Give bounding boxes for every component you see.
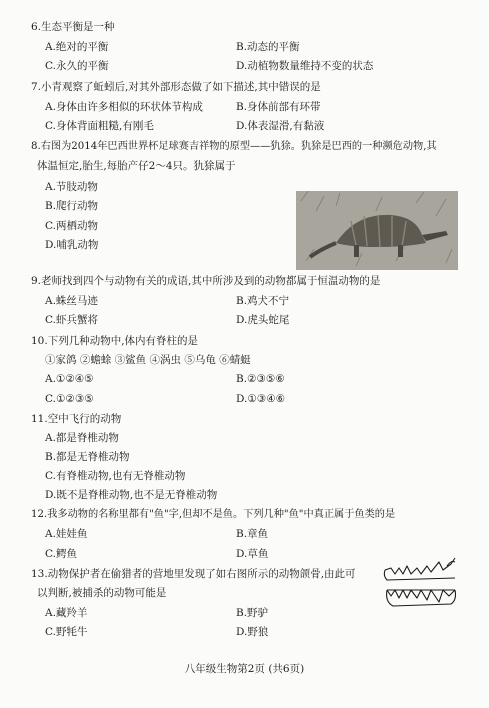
question-9-option-d: D.虎头蛇尾 bbox=[236, 314, 290, 326]
jaw-bone-drawing bbox=[381, 556, 459, 613]
question-10-option-a: A.①②④⑤ bbox=[45, 373, 94, 385]
question-8-option-a: A.节肢动物 bbox=[45, 181, 98, 193]
question-7-stem: 7.小青观察了蚯蚓后,对其外部形态做了如下描述,其中错误的是 bbox=[31, 81, 321, 93]
question-8-stem-line2: 体温恒定,胎生,每胎产仔2～4只。犰狳属于 bbox=[37, 160, 236, 172]
question-11-option-a: A.都是脊椎动物 bbox=[45, 432, 119, 444]
question-13-stem-line1: 13.动物保护者在偷猎者的营地里发现了如右图所示的动物颌骨,由此可 bbox=[31, 568, 356, 580]
question-6-option-a: A.绝对的平衡 bbox=[45, 41, 109, 53]
question-6-option-d: D.动植物数量维持不变的状态 bbox=[236, 60, 374, 72]
question-7-option-c: C.身体背面粗糙,有刚毛 bbox=[45, 120, 154, 132]
question-9-option-c: C.虾兵蟹将 bbox=[45, 314, 98, 326]
question-13-option-b: B.野驴 bbox=[236, 607, 269, 619]
question-9-option-a: A.蛛丝马迹 bbox=[45, 295, 98, 307]
question-12-stem: 12.我多动物的名称里都有"鱼"字,但却不是鱼。下列几种"鱼"中真正属于鱼类的是 bbox=[31, 509, 396, 520]
question-8-option-c: C.两栖动物 bbox=[45, 220, 98, 232]
question-8-option-b: B.爬行动物 bbox=[45, 200, 99, 212]
question-6-option-b: B.动态的平衡 bbox=[236, 41, 300, 53]
question-11-stem: 11.空中飞行的动物 bbox=[31, 413, 122, 425]
question-8-option-d: D.哺乳动物 bbox=[45, 239, 99, 251]
question-12-option-a: A.娃娃鱼 bbox=[45, 528, 88, 540]
question-13-option-c: C.野牦牛 bbox=[45, 626, 88, 638]
question-7-option-d: D.体表湿滑,有黏液 bbox=[236, 120, 325, 132]
question-11-option-d: D.既不是脊椎动物,也不是无脊椎动物 bbox=[45, 489, 218, 501]
question-13-stem-line2: 以判断,被捕杀的动物可能是 bbox=[37, 587, 167, 599]
question-13-option-d: D.野狼 bbox=[236, 626, 269, 638]
question-11-option-c: C.有脊椎动物,也有无脊椎动物 bbox=[45, 470, 186, 482]
page-footer: 八年级生物第2页 (共6页) bbox=[184, 663, 305, 675]
question-12-option-d: D.草鱼 bbox=[236, 548, 269, 560]
question-8-stem-line1: 8.右图为2014年巴西世界杯足球赛吉祥物的原型——犰狳。犰狳是巴西的一种濒危动物,其 bbox=[31, 141, 437, 152]
question-6-stem: 6.生态平衡是一种 bbox=[31, 21, 115, 33]
question-11-option-b: B.都是无脊椎动物 bbox=[45, 451, 130, 463]
question-12-option-b: B.章鱼 bbox=[236, 528, 269, 540]
question-10-stem: 10.下列几种动物中,体内有脊柱的是 bbox=[31, 335, 199, 347]
question-10-option-d: D.①③④⑥ bbox=[236, 393, 286, 405]
question-9-option-b: B.鸡犬不宁 bbox=[236, 295, 290, 307]
armadillo-photo bbox=[296, 191, 458, 270]
question-12-option-c: C.鳄鱼 bbox=[45, 548, 77, 560]
question-7-option-b: B.身体前部有环带 bbox=[236, 101, 321, 113]
question-13-option-a: A.藏羚羊 bbox=[45, 607, 88, 619]
question-9-stem: 9.老师找到四个与动物有关的成语,其中所涉及到的动物都属于恒温动物的是 bbox=[31, 275, 381, 287]
question-6-option-c: C.永久的平衡 bbox=[45, 60, 109, 72]
question-10-items: ①家鸽 ②蟾蜍 ③鲨鱼 ④涡虫 ⑤乌龟 ⑥蜻蜓 bbox=[45, 354, 251, 366]
question-10-option-b: B.②③⑤⑥ bbox=[236, 373, 285, 385]
question-10-option-c: C.①②③⑤ bbox=[45, 393, 94, 405]
question-7-option-a: A.身体由许多相似的环状体节构成 bbox=[45, 101, 203, 113]
